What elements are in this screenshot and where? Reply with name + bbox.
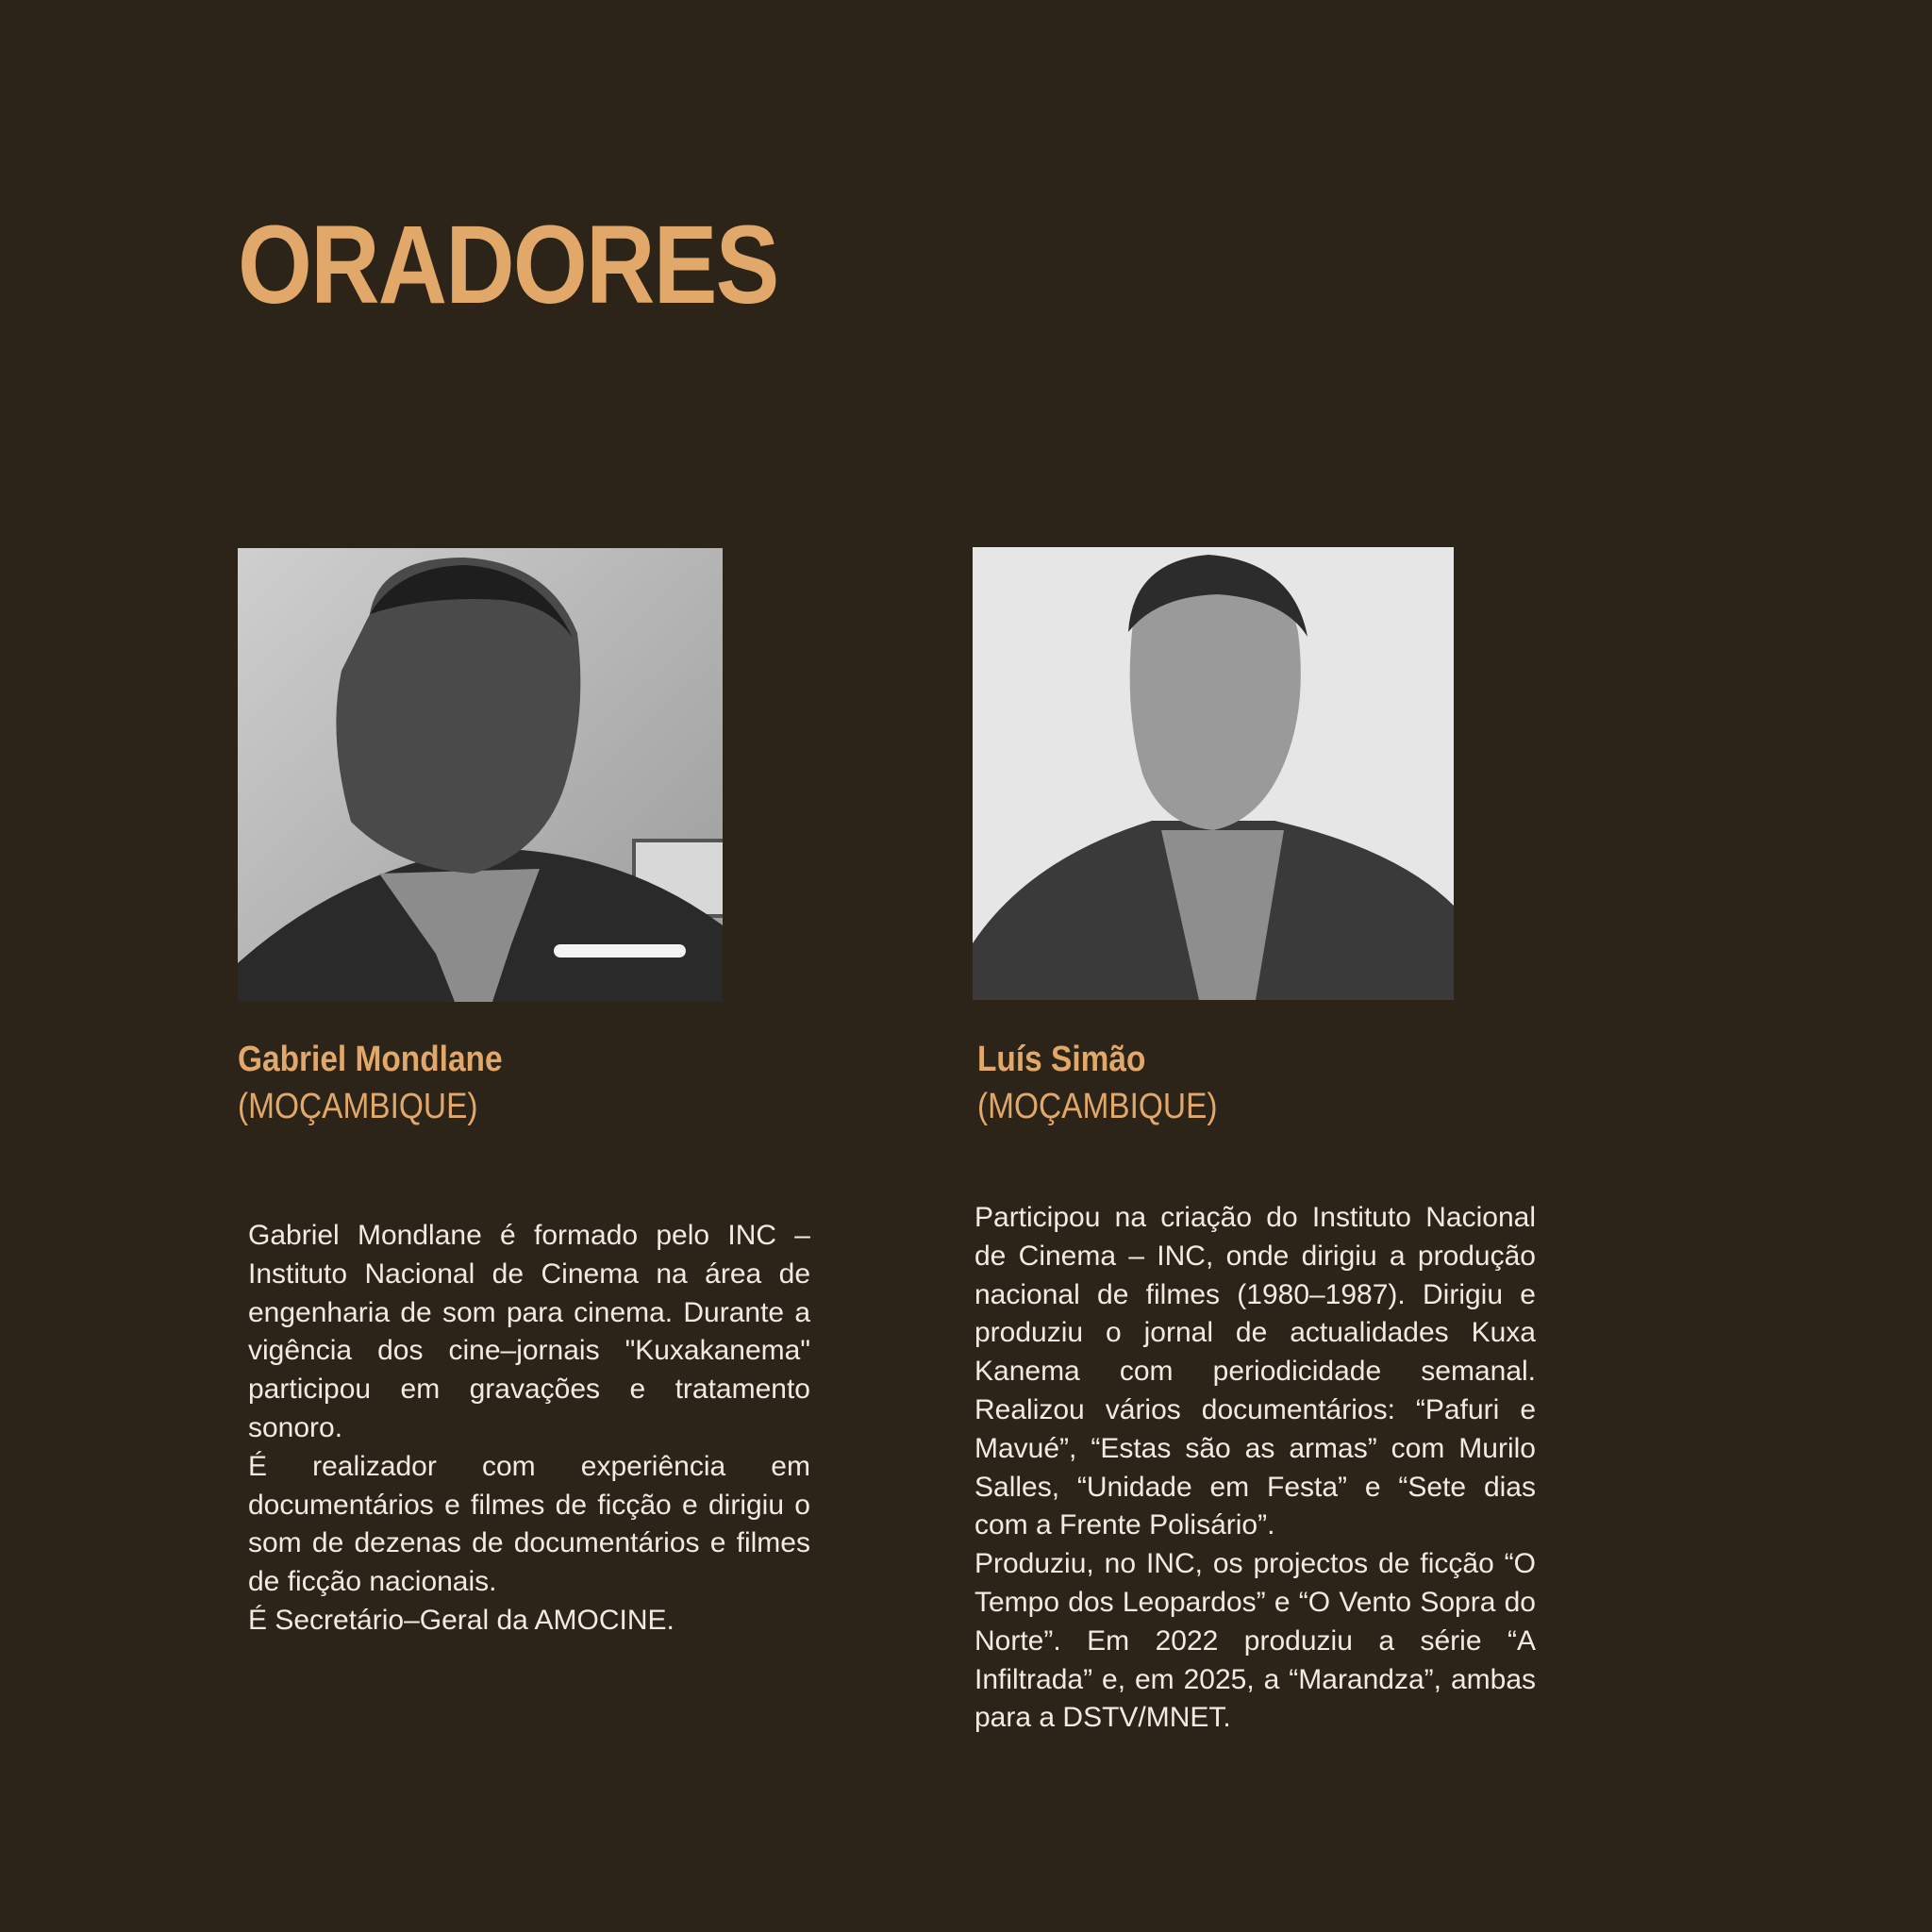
bio-paragraph: Gabriel Mondlane é formado pelo INC – Instituto Nacional de Cinema na área de engenharia de som para cinema. Durante a vigência dos cine–jornais "Kuxakanema" participou em gravações e tratamento sonoro. xyxy=(248,1220,810,1443)
speaker-country: (MOÇAMBIQUE) xyxy=(238,1087,478,1126)
speaker-country: (MOÇAMBIQUE) xyxy=(977,1087,1218,1126)
page-title: ORADORES xyxy=(238,203,778,327)
bio-paragraph: Produziu, no INC, os projectos de ficção “O Tempo dos Leopardos” e “O Vento Sopra do Norte”. Em 2022 produziu a série “A Infiltrada” e, em 2025, a “Marandza”, ambas para a DSTV/MNET. xyxy=(974,1548,1536,1734)
bio-paragraph: É Secretário–Geral da AMOCINE. xyxy=(248,1604,675,1636)
speaker-bio xyxy=(974,1199,1536,1738)
bio-paragraph: Participou na criação do Instituto Nacional de Cinema – INC, onde dirigiu a produção nacional de filmes (1980–1987). Dirigiu e produziu o jornal de actualidades Kuxa Kanema com periodicidade semanal. Realizou vários documentários: “Pafuri e Mavué”, “Estas são as armas” com Murilo Salles, “Unidade em Festa” e “Sete dias com a Frente Polisário”. xyxy=(974,1202,1536,1541)
bio-paragraph: É realizador com experiência em documentários e filmes de ficção e dirigiu o som de dezenas de documentários e filmes de ficção nacionais. xyxy=(248,1450,810,1598)
speaker-name: Luís Simão xyxy=(977,1040,1146,1079)
speaker-photo-luis-simao xyxy=(973,547,1454,1000)
speaker-bio xyxy=(248,1217,810,1641)
speaker-name: Gabriel Mondlane xyxy=(238,1040,503,1079)
speaker-photo-gabriel-mondlane xyxy=(238,548,723,1002)
